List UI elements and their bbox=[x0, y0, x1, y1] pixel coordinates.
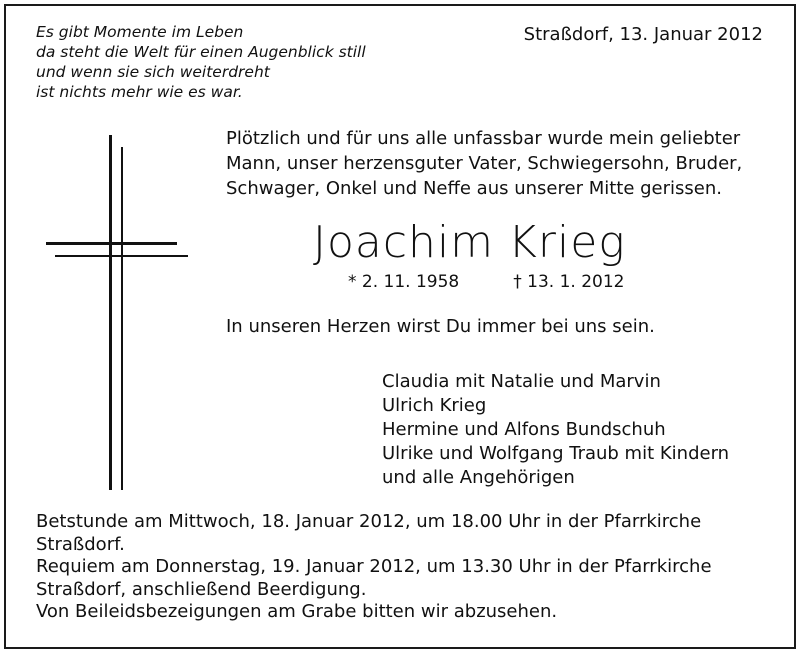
death-date: † 13. 1. 2012 bbox=[513, 272, 625, 292]
announcement-line: Plötzlich und für uns alle unfassbar wurde mein geliebter bbox=[226, 128, 741, 149]
mourner: Hermine und Alfons Bundschuh bbox=[382, 419, 666, 440]
announcement-text bbox=[226, 126, 742, 201]
poem-line: da steht die Welt für einen Augenblick still bbox=[36, 43, 366, 61]
poem-line: ist nichts mehr wie es war. bbox=[36, 83, 243, 101]
poem-line: Es gibt Momente im Leben bbox=[36, 23, 244, 41]
mourner: Ulrike und Wolfgang Traub mit Kindern bbox=[382, 443, 730, 464]
cross-icon bbox=[40, 135, 200, 490]
place-date: Straßdorf, 13. Januar 2012 bbox=[523, 24, 763, 45]
birth-date: * 2. 11. 1958 bbox=[348, 272, 460, 292]
poem-line: und wenn sie sich weiterdreht bbox=[36, 63, 270, 81]
deceased-name bbox=[313, 217, 626, 268]
service-line: Von Beileidsbezeigungen am Grabe bitten wir abzusehen. bbox=[36, 601, 558, 622]
service-line: Requiem am Donnerstag, 19. Januar 2012, um 13.30 Uhr in der Pfarrkirche bbox=[36, 556, 712, 577]
service-details bbox=[36, 511, 712, 624]
poem bbox=[36, 22, 366, 102]
service-line: Straßdorf, anschließend Beerdigung. bbox=[36, 578, 367, 600]
memorial-line: In unseren Herzen wirst Du immer bei uns sein. bbox=[226, 316, 655, 337]
last-name: Krieg bbox=[508, 217, 626, 268]
mourner: Claudia mit Natalie und Marvin bbox=[382, 371, 661, 392]
mourners-list bbox=[382, 370, 729, 490]
announcement-line: Schwager, Onkel und Neffe aus unserer Mitte gerissen. bbox=[226, 178, 722, 199]
mourner: Ulrich Krieg bbox=[382, 395, 487, 416]
service-line: Betstunde am Mittwoch, 18. Januar 2012, um 18.00 Uhr in der Pfarrkirche bbox=[36, 511, 702, 532]
life-dates bbox=[348, 272, 624, 292]
announcement-line: Mann, unser herzensguter Vater, Schwiegersohn, Bruder, bbox=[226, 153, 743, 174]
first-name: Joachim bbox=[313, 217, 495, 268]
service-line: Straßdorf. bbox=[36, 533, 125, 555]
mourner: und alle Angehörigen bbox=[382, 467, 575, 488]
